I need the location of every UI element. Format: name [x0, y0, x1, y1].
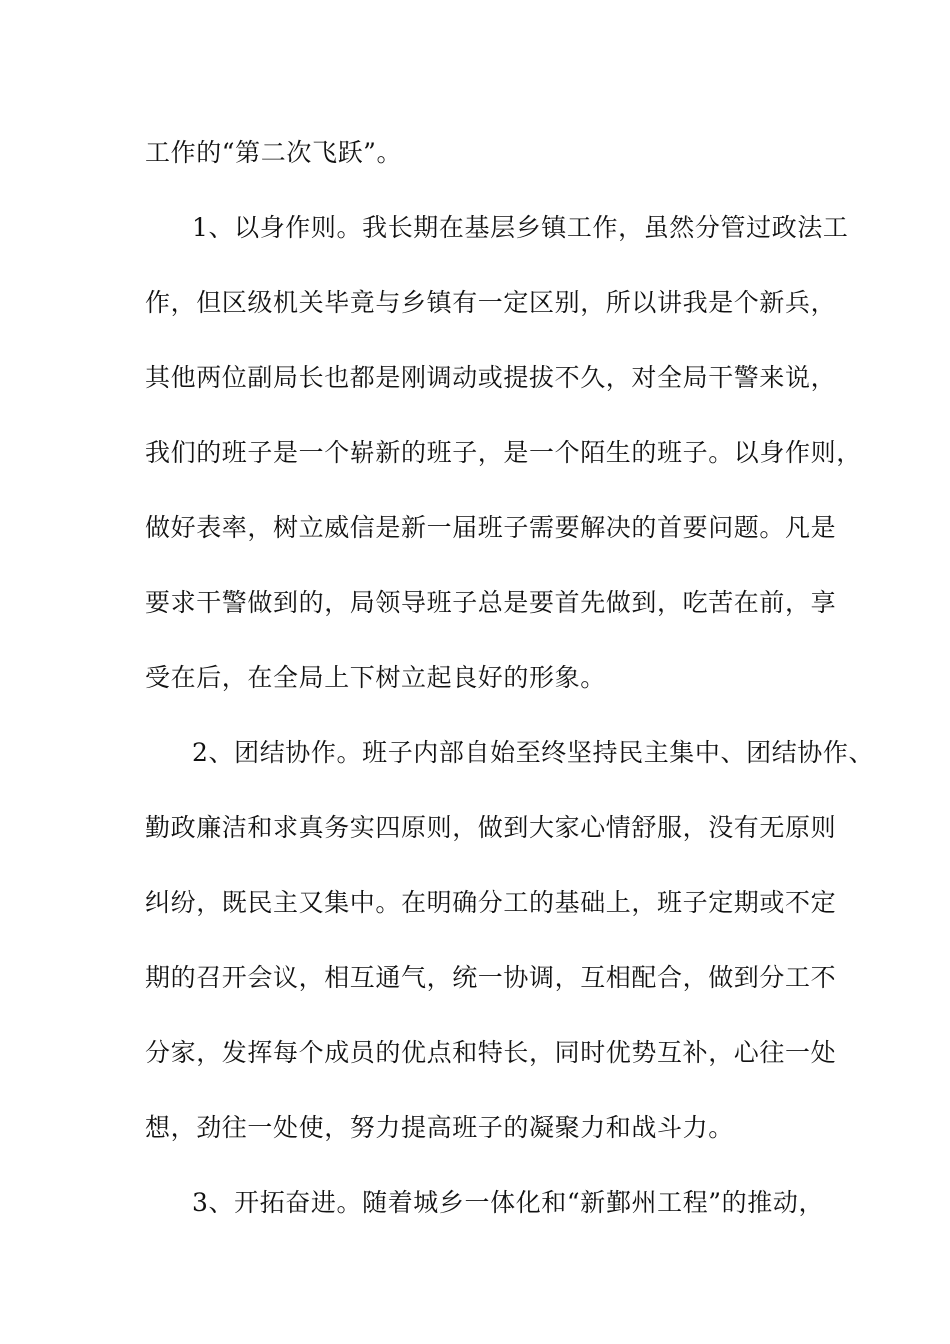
paragraph-3-first-line: 3、开拓奋进。随着城乡一体化和“新鄞州工程”的推动， [192, 1188, 825, 1217]
text-line: 受在后，在全局上下树立起良好的形象。 [145, 663, 606, 692]
text-line: 做好表率，树立威信是新一届班子需要解决的首要问题。凡是 [145, 513, 837, 542]
text-line: 工作的“第二次飞跃”。 [145, 138, 403, 167]
paragraph-1-first-line: 1、以身作则。我长期在基层乡镇工作，虽然分管过政法工 [192, 213, 849, 242]
text-line: 我们的班子是一个崭新的班子，是一个陌生的班子。以身作则， [145, 438, 862, 467]
text-line: 要求干警做到的，局领导班子总是要首先做到，吃苦在前，享 [145, 588, 837, 617]
text-line: 勤政廉洁和求真务实四原则，做到大家心情舒服，没有无原则 [145, 813, 837, 842]
text-line: 期的召开会议，相互通气，统一协调，互相配合，做到分工不 [145, 963, 837, 992]
paragraph-2-first-line: 2、团结协作。班子内部自始至终坚持民主集中、团结协作、 [192, 738, 875, 767]
text-line: 想，劲往一处使，努力提高班子的凝聚力和战斗力。 [145, 1113, 734, 1142]
text-line: 作，但区级机关毕竟与乡镇有一定区别，所以讲我是个新兵， [145, 288, 837, 317]
text-line: 分家，发挥每个成员的优点和特长，同时优势互补，心往一处 [145, 1038, 837, 1067]
text-line: 其他两位副局长也都是刚调动或提拔不久，对全局干警来说， [145, 363, 837, 392]
text-line: 纠纷，既民主又集中。在明确分工的基础上，班子定期或不定 [145, 888, 837, 917]
